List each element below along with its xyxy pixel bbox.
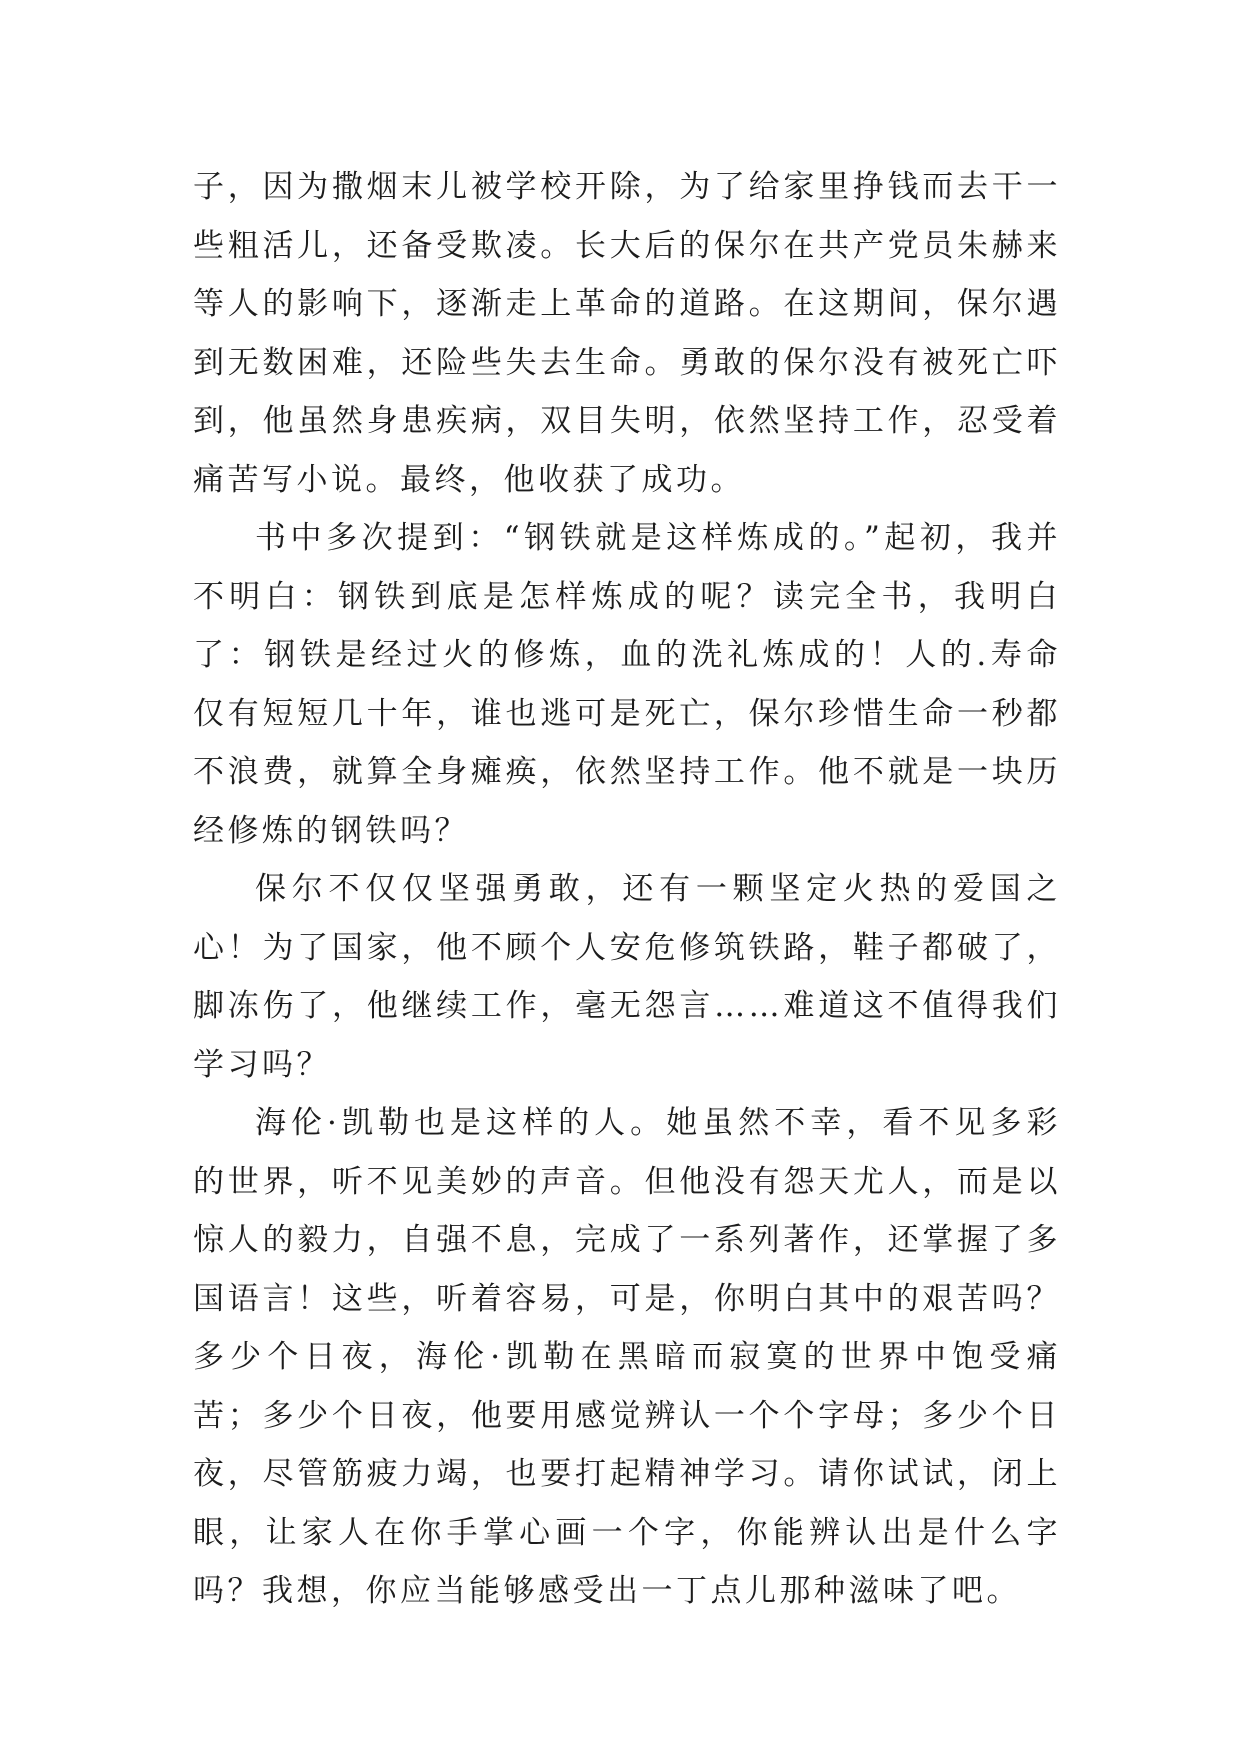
paragraph: 海伦·凯勒也是这样的人。她虽然不幸，看不见多彩的世界，听不见美妙的声音。但他没有怨天尤人，而是以惊人的毅力，自强不息，完成了一系列著作，还掌握了多国语言！这些，听着容易，可是，你明白其中的艰苦吗？多少个日夜，海伦·凯勒在黑暗而寂寞的世界中饱受痛苦；多少个日夜，他要用感觉辨认一个个字母；多少个日夜，尽管筋疲力竭，也要打起精神学习。请你试试，闭上眼，让家人在你手掌心画一个字，你能辨认出是什么字吗？我想，你应当能够感受出一丁点儿那种滋味了吧。 bbox=[193, 1105, 1061, 1609]
paragraph-continued: 子，因为撒烟末儿被学校开除，为了给家里挣钱而去干一些粗活儿，还备受欺凌。长大后的保尔在共产党员朱赫来等人的影响下，逐渐走上革命的道路。在这期间，保尔遇到无数困难，还险些失去生命。勇敢的保尔没有被死亡吓到，他虽然身患疾病，双目失明，依然坚持工作，忍受着痛苦写小说。最终，他收获了成功。 bbox=[193, 169, 1061, 498]
paragraph: 保尔不仅仅坚强勇敢，还有一颗坚定火热的爱国之心！为了国家，他不顾个人安危修筑铁路，鞋子都破了，脚冻伤了，他继续工作，毫无怨言……难道这不值得我们学习吗？ bbox=[193, 871, 1061, 1083]
article-body bbox=[193, 158, 1061, 1621]
paragraph: 书中多次提到：“钢铁就是这样炼成的。”起初，我并不明白：钢铁到底是怎样炼成的呢？读完全书，我明白了：钢铁是经过火的修炼，血的洗礼炼成的！人的.寿命仅有短短几十年，谁也逃可是死亡，保尔珍惜生命一秒都不浪费，就算全身瘫痪，依然坚持工作。他不就是一块历经修炼的钢铁吗？ bbox=[193, 520, 1061, 849]
